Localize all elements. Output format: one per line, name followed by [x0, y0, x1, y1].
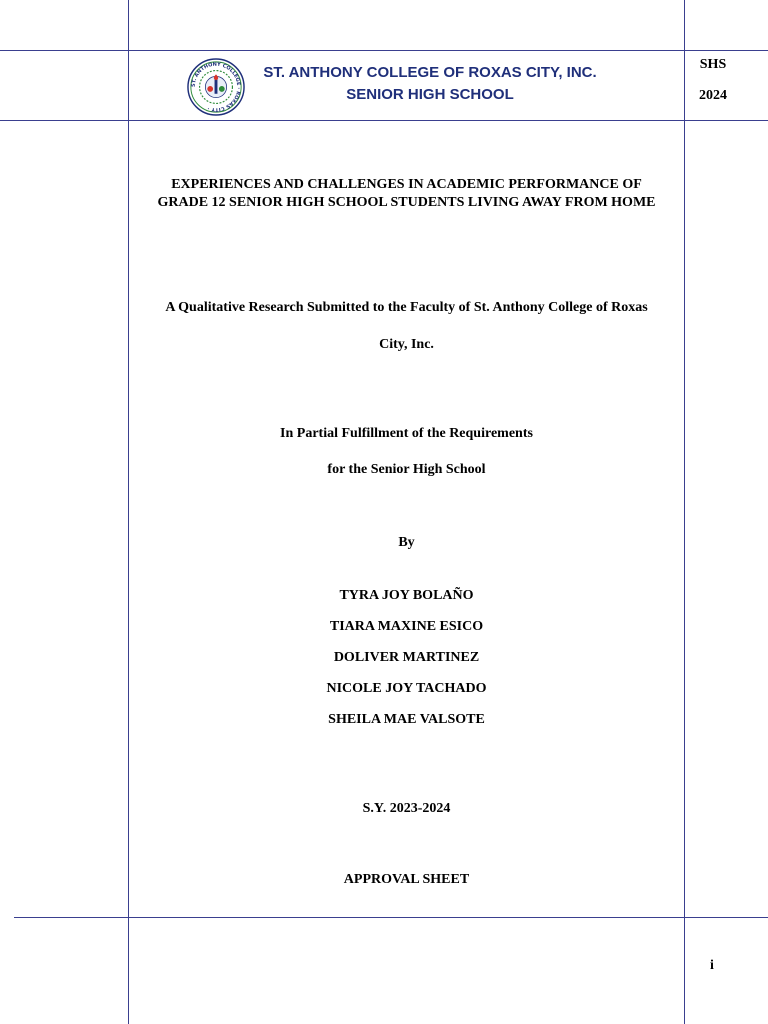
header-top-rule [0, 50, 768, 51]
footer-rule [14, 917, 768, 918]
department-name: SENIOR HIGH SCHOOL [346, 86, 514, 103]
fulfillment-line-2: for the Senior High School [327, 462, 486, 477]
page-number: i [710, 958, 714, 973]
side-code-year: 2024 [699, 88, 727, 103]
author-name: NICOLE JOY TACHADO [326, 681, 487, 696]
seal-text: ST. ANTHONY COLLEGE · ROXAS CITY · [190, 61, 242, 113]
right-margin-rule [684, 0, 685, 1024]
submission-line-1: A Qualitative Research Submitted to the Faculty of St. Anthony College of Roxas [165, 300, 648, 315]
approval-sheet-heading: APPROVAL SHEET [343, 872, 470, 887]
author-name: TYRA JOY BOLAÑO [339, 588, 474, 603]
by-label: By [398, 535, 415, 550]
school-name: ST. ANTHONY COLLEGE OF ROXAS CITY, INC. [263, 64, 597, 81]
header-bottom-rule [0, 120, 768, 121]
submission-line-2: City, Inc. [379, 337, 434, 352]
school-header [250, 62, 610, 106]
left-margin-rule [128, 0, 129, 1024]
author-name: TIARA MAXINE ESICO [329, 619, 484, 634]
research-title: EXPERIENCES AND CHALLENGES IN ACADEMIC PERFORMANCE OF GRADE 12 SENIOR HIGH SCHOOL STUDENTS LIVING AWAY FROM HOME [157, 177, 656, 210]
school-seal-logo [187, 58, 245, 116]
side-code-shs: SHS [699, 57, 727, 72]
school-year: S.Y. 2023-2024 [362, 801, 451, 816]
fulfillment-line-1: In Partial Fulfillment of the Requirements [280, 426, 533, 441]
author-name: DOLIVER MARTINEZ [333, 650, 480, 665]
author-name: SHEILA MAE VALSOTE [328, 712, 485, 727]
